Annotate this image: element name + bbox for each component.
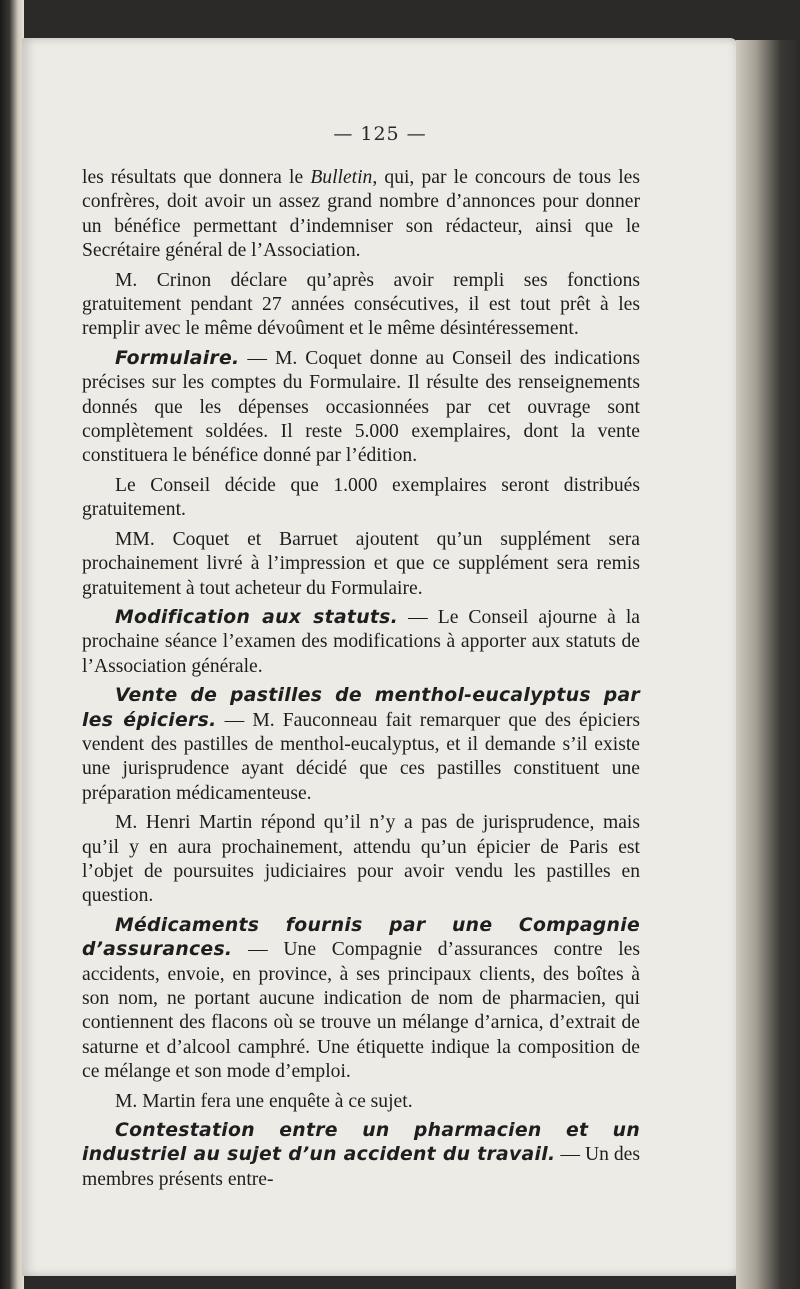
section-heading: Contestation entre un pharmacien et un industriel au sujet d’un accident du travail. [82,1120,640,1166]
page-body [82,166,640,1192]
paragraph-supplement: MM. Coquet et Barruet ajoutent qu’un supplément sera prochainement livré à l’impression et que ce supplément sera remis gratuitement à tout acheteur du Formulaire. [82,528,640,599]
paragraph-continuation: les résultats que donnera le Bulletin, qui, par le concours de tous les confrères, doit avoir un assez grand nombre d’annonces pour donner un bénéfice permettant d’indemniser son rédacteur, ainsi que le Secrétaire général de l’Association. [82,167,640,262]
paragraph-crinon: M. Crinon déclare qu’après avoir rempli ses fonctions gratuitement pendant 27 années consécutives, il est tout prêt à les remplir avec le même dévoûment et le même désintéressement. [82,269,640,340]
section-contestation: Contestation entre un pharmacien et un industriel au sujet d’un accident du travail. — Un des membres présents entre- [82,1120,640,1190]
section-heading: Médicaments fournis par une Compagnie d’assurances. [82,914,640,961]
bulletin-title: Bulletin [310,167,373,188]
paragraph-distribution: Le Conseil décide que 1.000 exemplaires seront distribués gratuitement. [82,474,640,521]
paragraph-martin-reply: M. Henri Martin répond qu’il n’y a pas de jurisprudence, mais qu’il y en aura prochainement, attendu qu’un épicier de Paris est l’objet de poursuites judiciaires pour avoir vendu les pastilles en question. [82,812,640,907]
section-heading: Formulaire. [115,347,240,369]
book-binding [0,0,24,1289]
section-heading: Vente de pastilles de menthol-eucalyptus par les épiciers. [82,685,640,731]
section-pastilles: Vente de pastilles de menthol-eucalyptus par les épiciers. — M. Fauconneau fait remarquer que des épiciers vendent des pastilles de menthol-eucalyptus, et il demande s’il existe une jurisprudence ayant décidé que ces pastilles constituent une préparation médicamenteuse. [82,685,640,804]
paragraph-enquete: M. Martin fera une enquête à ce sujet. [115,1090,413,1112]
page-number: — 125 — [333,123,427,145]
section-statuts: Modification aux statuts. — Le Conseil ajourne à la prochaine séance l’examen des modifications à apporter aux statuts de l’Association générale. [82,606,640,677]
page-edge [736,40,800,1289]
section-heading: Modification aux statuts. [115,606,399,628]
section-formulaire: Formulaire. — M. Coquet donne au Conseil des indications précises sur les comptes du Formulaire. Il résulte des renseignements donnés que les dépenses occasionnées par cet ouvrage sont complètement soldées. Il reste 5.000 exemplaires, dont la vente constituera le bénéfice donné par l’édition. [82,347,640,467]
section-medicaments: Médicaments fournis par une Compagnie d’assurances. — Une Compagnie d’assurances contre les accidents, envoie, en province, à ses principaux clients, des boîtes à son nom, ne portant aucune indication de nom de pharmacien, qui contiennent des flacons où se trouve un mélange d’arnica, d’extrait de saturne et d’alcool camphré. Une étiquette indique la composition de ce mélange et son mode d’emploi. [82,914,640,1083]
